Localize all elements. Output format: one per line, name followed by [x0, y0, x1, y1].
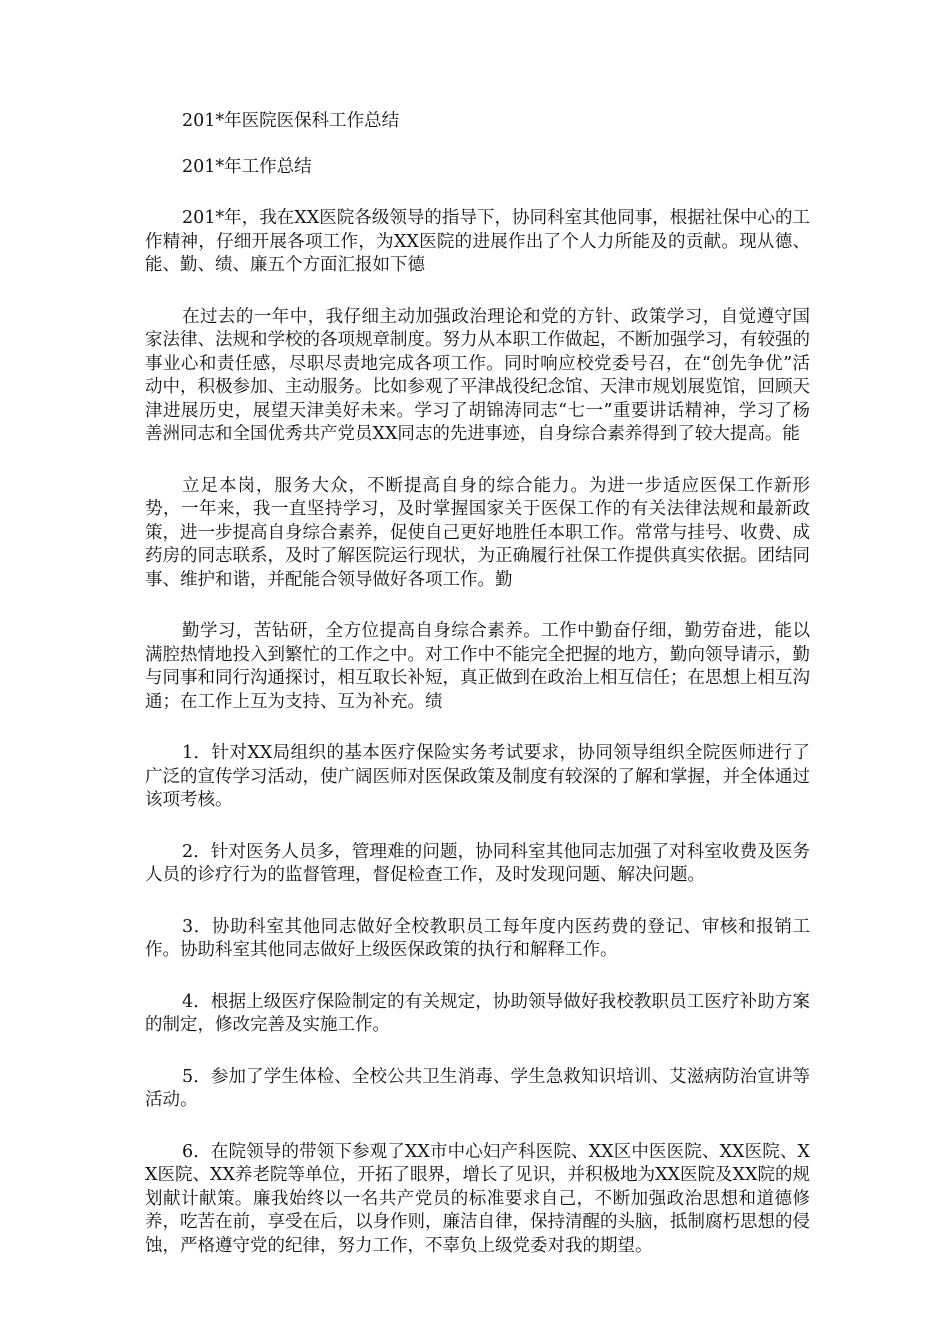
document-subtitle: 201*年工作总结: [182, 156, 312, 177]
document-page: [145, 110, 810, 1286]
paragraph-qin: 勤学习，苦钻研，全方位提高自身综合素养。工作中勤奋仔细，勤劳奋进，能以满腔热情地投入到繁忙的工作之中。对工作中不能完全把握的地方，勤向领导请示，勤与同事和同行沟通探讨，相互取长补短，真正做到在政治上相互信任；在思想上相互沟通；在工作上互为支持、互为补充。绩: [145, 621, 810, 712]
paragraph-intro: 201*年，我在XX医院各级领导的指导下，协同科室其他同事，根据社保中心的工作精神，仔细开展各项工作，为XX医院的进展作出了个人力所能及的贡献。现从德、能、勤、绩、廉五个方面汇报如下德: [145, 208, 810, 275]
list-item-2: 2．针对医务人员多，管理难的问题，协同科室其他同志加强了对科室收费及医务人员的诊疗行为的监督管理，督促检查工作，及时发现问题、解决问题。: [145, 841, 810, 885]
list-item-5: 5．参加了学生体检、全校公共卫生消毒、学生急救知识培训、艾滋病防治宣讲等活动。: [145, 1066, 810, 1110]
paragraph-de: 在过去的一年中，我仔细主动加强政治理论和党的方针、政策学习，自觉遵守国家法律、法规和学校的各项规章制度。努力从本职工作做起，不断加强学习，有较强的事业心和责任感，尽职尽责地完成各项工作。同时响应校党委号召，在“创先争优”活动中，积极参加、主动服务。比如参观了平津战役纪念馆、天津市规划展览馆，回顾天津进展历史，展望天津美好未来。学习了胡锦涛同志“七一”重要讲话精神，学习了杨善洲同志和全国优秀共产党员XX同志的先进事迹，自身综合素养得到了较大提高。能: [145, 306, 810, 444]
list-item-3: 3．协助科室其他同志做好全校教职员工每年度内医药费的登记、审核和报销工作。协助科室其他同志做好上级医保政策的执行和解释工作。: [145, 916, 810, 960]
list-item-1: 1．针对XX局组织的基本医疗保险实务考试要求，协同领导组织全院医师进行了广泛的宣传学习活动，使广阔医师对医保政策及制度有较深的了解和掌握，并全体通过该项考核。: [145, 743, 810, 810]
document-title: 201*年医院医保科工作总结: [182, 111, 400, 131]
paragraph-neng: 立足本岗，服务大众，不断提高自身的综合能力。为进一步适应医保工作新形势，一年来，我一直坚持学习，及时掌握国家关于医保工作的有关法律法规和最新政策，进一步提高自身综合素养，促使自己更好地胜任本职工作。常常与挂号、收费、成药房的同志联系，及时了解医院运行现状，为正确履行社保工作提供真实依据。团结同事、维护和谐，并配能合领导做好各项工作。勤: [145, 475, 810, 590]
list-item-4: 4．根据上级医疗保险制定的有关规定，协助领导做好我校教职员工医疗补助方案的制定，修改完善及实施工作。: [145, 991, 810, 1035]
list-item-6: 6．在院领导的带领下参观了XX市中心妇产科医院、XX区中医医院、XX医院、XX医院、XX养老院等单位，开拓了眼界，增长了见识，并积极地为XX医院及XX院的规划献计献策。廉我始终以一名共产党员的标准要求自己，不断加强政治思想和道德修养，吃苦在前，享受在后，以身作则，廉洁自律，保持清醒的头脑，抵制腐朽思想的侵蚀，严格遵守党的纪律，努力工作，不辜负上级党委对我的期望。: [145, 1141, 810, 1256]
